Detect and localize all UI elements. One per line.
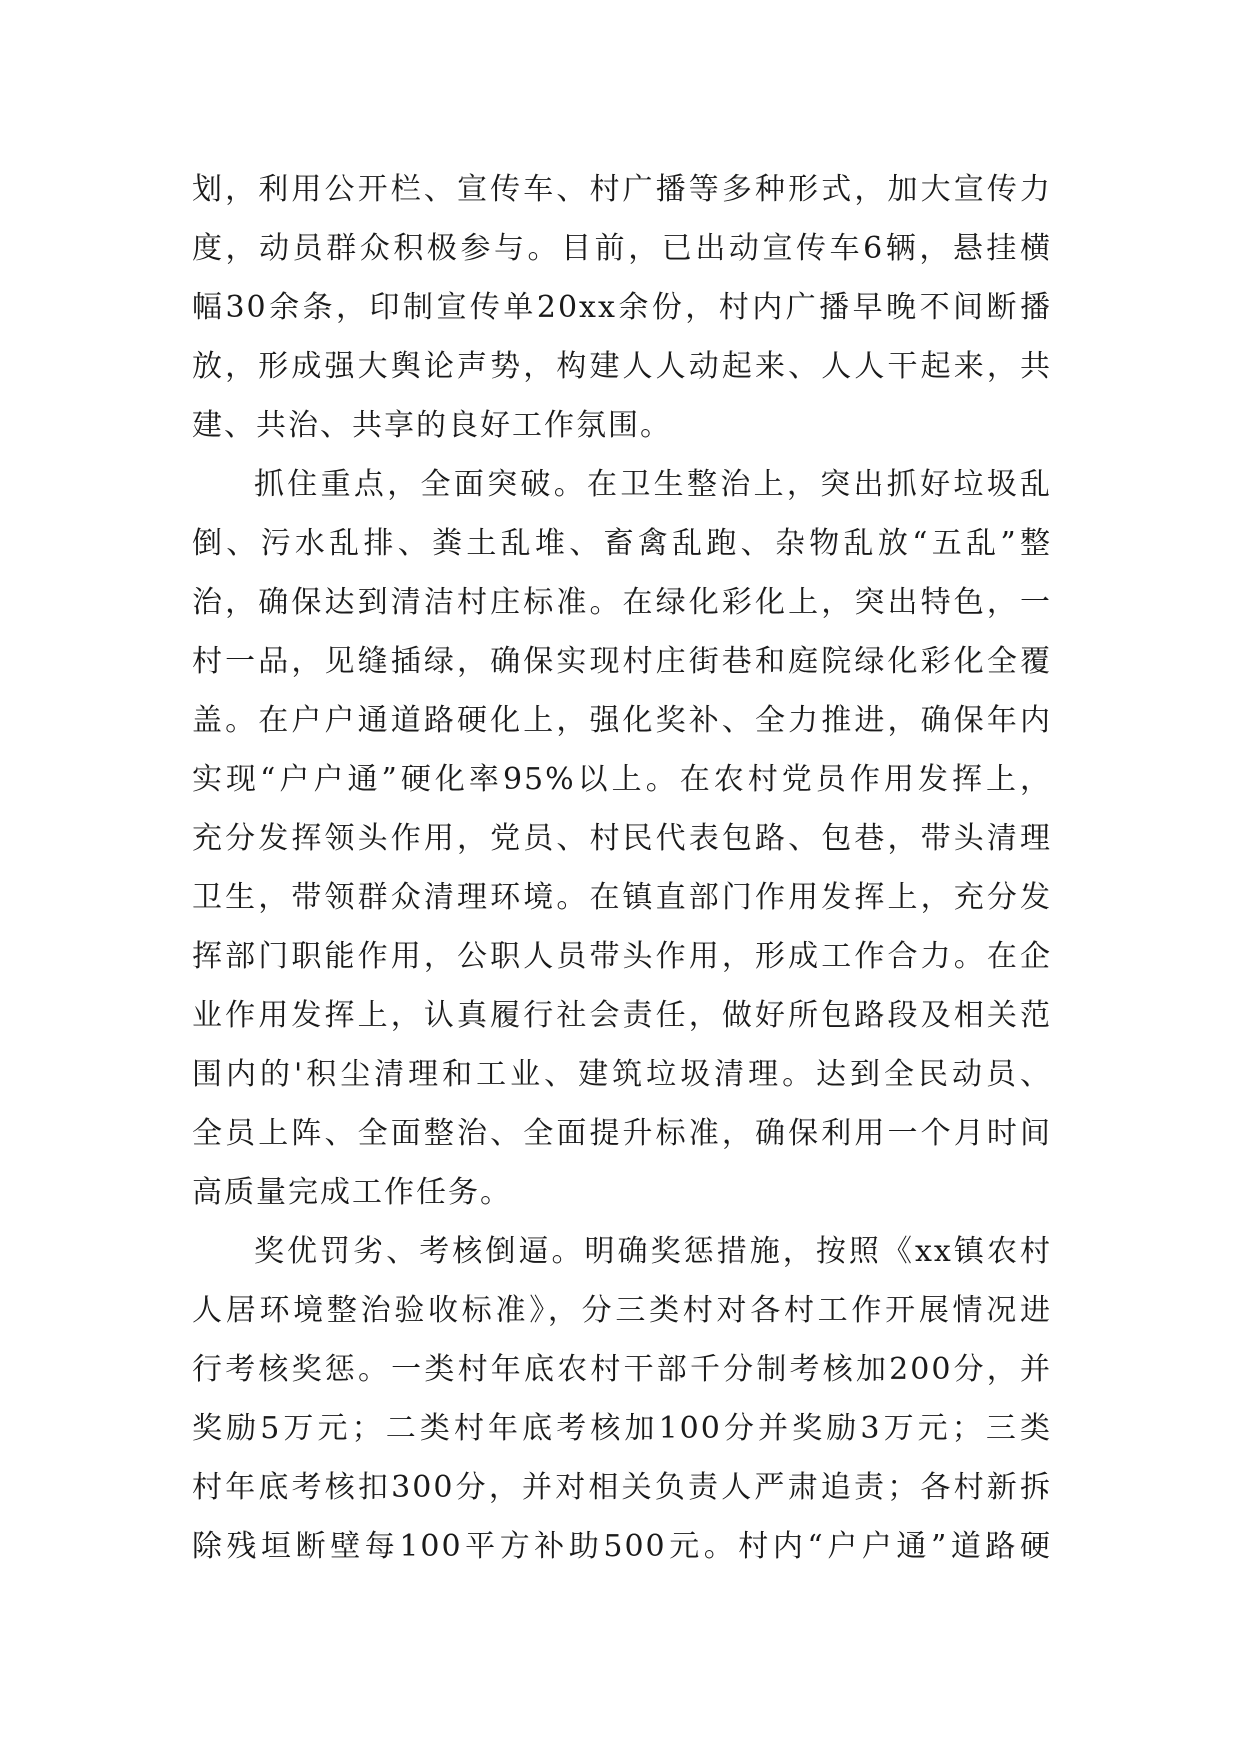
paragraph-line: 抓住重点，全面突破。在卫生整治上，突出抓好垃圾乱	[254, 467, 1052, 502]
paragraph-line: 行考核奖惩。一类村年底农村干部千分制考核加200分，并	[192, 1352, 1052, 1387]
document-body	[192, 160, 1052, 1576]
paragraph-line: 幅30余条，印制宣传单20xx余份，村内广播早晚不间断播	[192, 290, 1052, 325]
paragraph-line: 村年底考核扣300分，并对相关负责人严肃追责；各村新拆	[192, 1470, 1052, 1505]
paragraph-line: 治，确保达到清洁村庄标准。在绿化彩化上，突出特色，一	[192, 585, 1052, 620]
paragraph-2	[192, 455, 1052, 1222]
paragraph-line: 放，形成强大舆论声势，构建人人动起来、人人干起来，共	[192, 349, 1052, 384]
paragraph-line: 挥部门职能作用，公职人员带头作用，形成工作合力。在企	[192, 939, 1052, 974]
paragraph-line: 划，利用公开栏、宣传车、村广播等多种形式，加大宣传力	[192, 172, 1052, 207]
paragraph-line: 人居环境整治验收标准》，分三类村对各村工作开展情况进	[192, 1293, 1052, 1328]
paragraph-line: 充分发挥领头作用，党员、村民代表包路、包巷，带头清理	[192, 821, 1052, 856]
paragraph-line: 盖。在户户通道路硬化上，强化奖补、全力推进，确保年内	[192, 703, 1052, 738]
paragraph-3	[192, 1222, 1052, 1576]
paragraph-line: 倒、污水乱排、粪土乱堆、畜禽乱跑、杂物乱放“五乱”整	[192, 526, 1052, 561]
paragraph-line: 围内的'积尘清理和工业、建筑垃圾清理。达到全民动员、	[192, 1057, 1052, 1092]
paragraph-line: 业作用发挥上，认真履行社会责任，做好所包路段及相关范	[192, 998, 1052, 1033]
paragraph-line: 奖励5万元；二类村年底考核加100分并奖励3万元；三类	[192, 1411, 1052, 1446]
paragraph-line: 高质量完成工作任务。	[192, 1175, 512, 1210]
paragraph-line: 全员上阵、全面整治、全面提升标准，确保利用一个月时间	[192, 1116, 1052, 1151]
paragraph-line: 实现“户户通”硬化率95%以上。在农村党员作用发挥上，	[192, 762, 1052, 797]
paragraph-line: 度，动员群众积极参与。目前，已出动宣传车6辆，悬挂横	[192, 231, 1052, 266]
paragraph-line: 除残垣断壁每100平方补助500元。村内“户户通”道路硬	[192, 1529, 1052, 1564]
paragraph-line: 村一品，见缝插绿，确保实现村庄街巷和庭院绿化彩化全覆	[192, 644, 1052, 679]
paragraph-line: 卫生，带领群众清理环境。在镇直部门作用发挥上，充分发	[192, 880, 1052, 915]
paragraph-line: 建、共治、共享的良好工作氛围。	[192, 408, 672, 443]
paragraph-line: 奖优罚劣、考核倒逼。明确奖惩措施，按照《xx镇农村	[254, 1234, 1052, 1269]
paragraph-1	[192, 160, 1052, 455]
